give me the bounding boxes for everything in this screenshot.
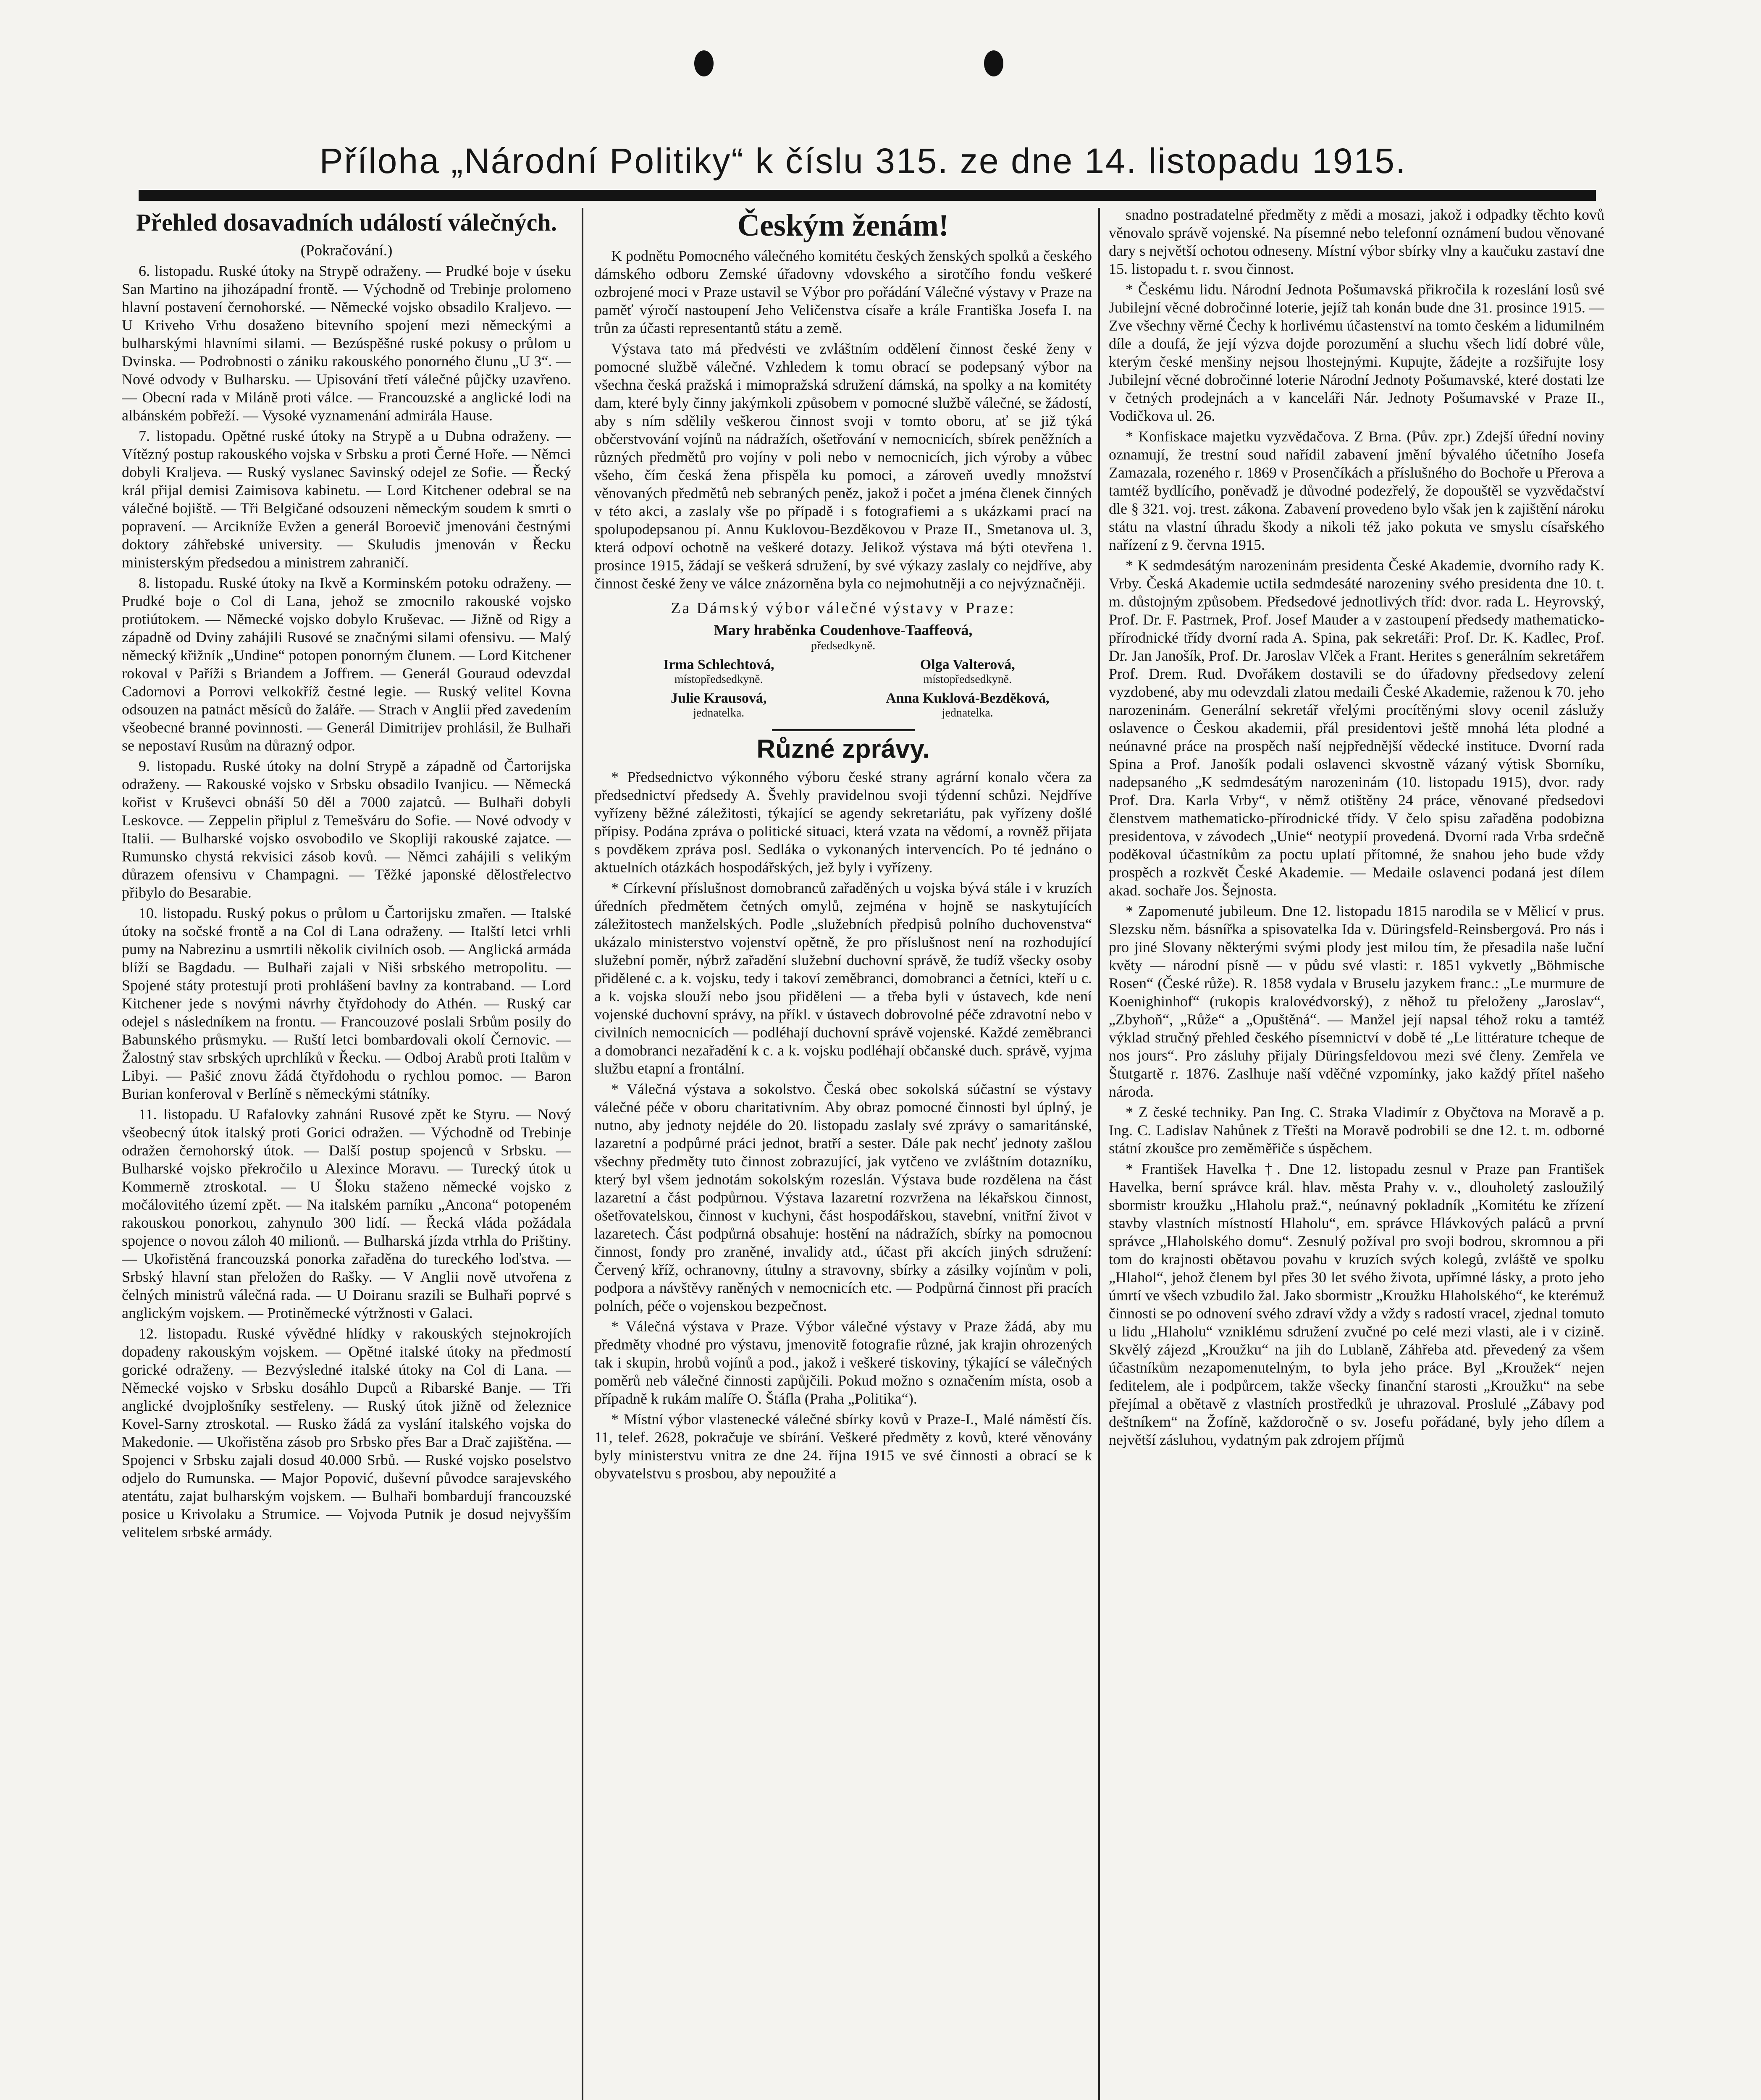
appeal-paragraph: Výstava tato má předvésti ve zvláštním oddělení činnost české ženy v pomocné službě válečné. Vzhledem k tomu obrací se podepsaný výbor na všechna česká pražská i mimopražská sdružení dámská, na spolky a na komitéty dam, které byly činny jakýmkoli způsobem v pomocné službě válečné, se žádostí, aby s ním sdělily veškerou činnost svoji v tomto oboru, ať se již týká občerstvování vojínů na nádražích, ošetřování v nemocnicích, sbírek peněžních a různých předmětů pro vojíny v poli nebo v nemocnicích, jich výroby a vůbec všeho, čím česká žena přispěla ku pomoci, a zároveň uvedly množství věnovaných předmětů neb sebraných peněz, jakož i počet a jména členek činných v této akci, a zaslaly vše po případě i s fotografiemi a s ukázkami prací na spolupodepsanou pí. Annu Kuklovou-Bezděkovou v Praze II., Smetanova ul. 3, která odpoví ochotně na veškeré dotazy. Jelikož výstava má býti otevřena 1. prosince 1915, žádají se veškerá sdružení, by své výkazy zaslaly co nejdříve, aby činnost české ženy ve válce znázorněna byla co nejmohutněji a co nejvýznačněji. xyxy=(594,340,1092,592)
signatory-role: jednatelka. xyxy=(693,706,745,719)
signatory xyxy=(843,657,1092,689)
signature-chair-role: předsedkyně. xyxy=(811,639,876,652)
masthead: Příloha „Národní Politiky“ k číslu 315. ze dne 14. listopadu 1915. xyxy=(319,141,1407,181)
signatory-name: Julie Krausová, xyxy=(670,690,767,706)
news-item: snadno postradatelné předměty z mědi a mosazi, jakož i odpadky těchto kovů věnovalo správě vojenské. Na písemné nebo telefonní oznámení budou věnované dary s největší ochotou odneseny. Místní výbor sbírky vlny a kaučuku zastaví dne 15. listopadu t. r. svou činnost. xyxy=(1109,206,1604,277)
news-item: * Konfiskace majetku vyzvědačova. Z Brna. (Pův. zpr.) Zdejší úřední noviny oznamují, že trestní soud nařídil zabavení jmění bývalého účetního Josefa Zamazala, rozeného r. 1869 v Prosenčíkách a příslušného do Bochoře u Přerova a tamtéž bydlícího, poněvadž je důvodné podezřelý, že dopouštěl se vyzvědačství dle § 321. voj. trest. zákona. Zabavení provedeno bylo však jen k zajištění nároku státu na vlastní úhradu škody a nikoli též jako pokuta ve smyslu císařského nařízení z 9. června 1915. xyxy=(1109,428,1604,553)
news-item: * Válečná výstava a sokolstvo. Česká obec sokolská súčastní se výstavy válečné péče v oboru charitativním. Aby obraz pomocné činnosti byl úplný, je nutno, aby jednoty nejdéle do 20. listopadu zaslaly své zprávy o samaritánské, lazaretní a podpůrné práci jednot, bratří a sester. Dále pak nechť jednoty zašlou všechny předměty tuto činnost zobrazující, jak vytčeno ve zvláštním dotazníku, který byl všem jednotám sokolským rozeslán. Výstava bude rozdělena na část lazaretní a část podpůrnou. Výstava lazaretní rozvržena na lékařskou činnost, ošetřovatelskou, činnost v kuchyni, část hospodářskou, stavební, vnitřní život v lazaretech. Část podpůrná obsahuje: hostění na nádražích, sbírky na pomocnou činnost, fondy pro zraněné, invalidy atd., účast při akcích jiných sdružení: Červený kříž, ochranovny, útulny a stravovny, sbírky a zásilky vojínům v poli, podpora a návštěvy raněných v nemocnicích etc. — Podpůrná činnost při pracích polních, péče o vojenskou bezpečnost. xyxy=(594,1081,1092,1314)
war-events-paragraph: 12. listopadu. Ruské vývědné hlídky v rakouských stejnokrojích dopadeny rakouským vojskem. — Opětné italské útoky na předmostí gorické odraženy. — Bezvýsledné italské útoky na Col di Lana. — Německé vojsko v Srbsku dosáhlo Dupců a Ribarské Banje. — Tři anglické dvojplošníky sestřeleny. — Ruský útok jižně od železnice Kovel-Sarny ztroskotal. — Rusko žádá za vyslání italského vojska do Makedonie. — Ukořistěna zásob pro Srbsko přes Bar a Drač zajištěna. — Spojenci v Srbsku zajali dosud 40.000 Srbů. — Ruské vojsko poselstvo odjelo do Rumunska. — Major Popović, duševní původce sarajevského atentátu, zajat bulharským vojskem. — Bulhaři bombardují francouzské posice u Krivolaku a Strumice. — Vojvoda Putnik je dosud nejvyšším velitelem srbské armády. xyxy=(122,1325,571,1541)
war-events-paragraph: 8. listopadu. Ruské útoky na Ikvě a Korminském potoku odraženy. — Prudké boje o Col di Lana, jehož se zmocnilo rakouské vojsko protiútokem. — Německé vojsko dobylo Kruševac. — Jižně od Rigy a západně od Dviny zahájili Rusové se značnými silami ofensivu. — Malý německý křižník „Undine“ potopen ponorným člunem. — Lord Kitchener rokoval v Paříži s Briandem a Joffrem. — Generál Gouraud odevzdal Cadornovi a Porrovi velkokříž čestné legie. — Ruský velitel Kovna odsouzen na patnáct měsíců do žaláře. — Strach v Anglii před zavedením všeobecné branné povinnosti. — Generál Dimitrijev prohlásil, že Bulhaři se nepostaví Rusům na důrazný odpor. xyxy=(122,574,571,754)
news-item: * K sedmdesátým narozeninám presidenta České Akademie, dvorního rady K. Vrby. Česká Akademie uctila sedmdesáté narozeniny svého presidenta dne 10. t. m. důstojným způsobem. Předsedové jednotlivých tříd: dvor. rada L. Heyrovský, Prof. Dr. F. Pastrnek, Prof. Josef Mauder a v zastoupení předsedy mathematicko-přírodnické třídy dvorní rada A. Spina, pak sekretáři: Prof. Dr. K. Kadlec, Prof. Dr. Jan Janošík, Prof. Dr. Jaroslav Vlček a Frant. Herites s generálním sekretářem Prof. Drem. Rud. Dvořákem dostavili se do úřadovny předsedovy zelení vyzdobené, aby mu odevzdali zlatou medaili České Akademie, raženou k 70. jeho narozeninám. Generální sekretář vřelými procítěnými slovy ocenil záslužy oslavence o Českou akademii, přál presidentovi ještě mnohá léta plodné a neúnavné práce na prospěch naší nejpřednější vědecké instituce. Dvorní rada Spina a Prof. Janošík podali oslavenci skvostně vázaný výtisk Sborníku, nadepsaného „K sedmdesátým narozeninám (10. listopadu 1915), dvor. rady Prof. Dra. Karla Vrby“, v němž otištěny 24 práce, věnované předsedovi členstvem mathematicko-přírodnické třídy. V čelo spisu zařaděna podobizna presidentova, v závodech „Unie“ neotypií provedená. Dvorní rada Vrba srdečně poděkoval účastníkům za poctu uplatí přítomné, že snahou jeho bude vždy prospěch a rozkvět České Akademie. — Medaile oslavenci podaná jest dílem akad. sochaře Jos. Šejnosta. xyxy=(1109,557,1604,899)
punch-holes xyxy=(0,50,1761,84)
war-events-paragraph: 10. listopadu. Ruský pokus o průlom u Čartorijsku zmařen. — Italské útoky na sočské frontě a na Col di Lana odraženy. — Italští letci vrhli pumy na Nabrezinu a usmrtili několik civilních osob. — Anglická armáda blíží se Bagdadu. — Bulhaři zajali v Niši srbského metropolitu. — Spojené státy protestují proti prohlášení bavlny za kontraband. — Lord Kitchener jede s novými návrhy čtyřdohody do Athén. — Ruský car odejel s následníkem na frontu. — Francouzové poslali Srbům posily do Babunského průsmyku. — Ruští letci bombardovali okolí Černovic. — Žalostný stav srbských uprchlíků v Řecku. — Odboj Arabů proti Italům v Libyi. — Pašić znovu žádá čtyřdohodu o rychlou pomoc. — Baron Burian konferoval v Berlíně s německými státníky. xyxy=(122,904,571,1102)
signatory-role: místopředsedkyně. xyxy=(923,673,1012,686)
column-1 xyxy=(122,206,571,2100)
column-divider-1 xyxy=(582,208,583,2100)
news-item: * Válečná výstava v Praze. Výbor válečné výstavy v Praze žádá, aby mu předměty vhodné pro výstavu, jmenovitě fotografie různé, jak krajin ohrozených tak i skupin, hrobů vojínů a pod., jakož i veškeré tiskoviny, týkající se válečných poměrů neb válečné činnosti zapůjčili. Pokud možno s označením místa, osob a případně k rukám malíře O. Štáfla (Praha „Politika“). xyxy=(594,1318,1092,1407)
news-item: * Církevní příslušnost domobranců zařaděných u vojska bývá stále i v kruzích úředních předmětem četných omylů, zejména v hojně se naskytujících záležitostech manželských. Podle „služebních předpisů polního duchovenstva“ ukázalo ministerstvo vojenství opětně, že pro příslušnost není na rozhodující služební poměr, nýbrž zařadění služební duchovní správě, že tudíž všecky osoby přidělené c. a k. vojsku, tedy i takoví zeměbranci, domobranci a četníci, kteří u c. a k. vojska slouží nebo jsou přiděleni — a třeba byli v ústavech, kde není vojenské duchovní správy, na příkl. v ústavech dobrovolné péče zdravotní nebo v civilních nemocnicích — podléhají duchovní správě vojenské. Každé zeměbranci a domobranci nezařadění k c. a k. vojsku podléhají občanské duch. správě, vyjma službu etapní a frontální. xyxy=(594,879,1092,1077)
appeal-paragraph: K podnětu Pomocného válečného komitétu českých ženských spolků a českého dámského odboru Zemské úřadovny vdovského a sirotčího fondu veškeré ozbrojené moci v Praze ustavil se Výbor pro pořádání Válečné výstavy v Praze na paměť výročí nastoupení Jeho Veličenstva císaře a krále Františka Josefa I. na trůn za účasti representantů státu a země. xyxy=(594,247,1092,336)
news-item: * Předsednictvo výkonného výboru české strany agrární konalo včera za předsednictví předsedy A. Švehly pravidelnou svoji týdenní schůzi. Nejdříve vyřízeny běžné záležitosti, týkající se agendy sekretariátu, pak vyřízeny došlé přípisy. Podána zpráva o politické situaci, která vzata na vědomí, a rovněž přijata s povděkem zpráva posl. Sedláka o vykonaných intervencích. Po té jednáno o aktuelních otázkách hospodářských, jež byly i vyřízeny. xyxy=(594,769,1092,876)
appeal-title: Českým ženám! xyxy=(737,208,949,243)
news-item: * František Havelka †. Dne 12. listopadu zesnul v Praze pan František Havelka, berní správce král. hlav. města Prahy v. v., dlouholetý zasloužilý sbormistr kroužku „Hlaholu praž.“, neúnavný pokladník „Komitétu ke zřízení stavby vlastních místností Hlaholu“, em. správce Hlávkových paláců a první správce „Hlaholského domu“. Zesnulý požíval pro svoji bodrou, skromnou a při tom do krajnosti obětavou povahu v kruzích svých kolegů, zvláště ve spolku „Hlahol“, jehož členem byl přes 30 let svého života, upřímné lásky, a proto jeho úmrtí ve všech vzbudilo žal. Jako sbormistr „Kroužku Hlaholského“, ke kterémuž činnosti se po odnovení svého zdraví vždy a vždy s radostí vracel, zjednal tomuto u lidu „Hlaholu“ vzniklému sdružení zvučné po celé mezi vlasti, ale i v cizině. Skvělý zájezd „Kroužku“ na jih do Lublaně, Záhřeba atd. převedený za všem účastníkům nezapomenutelným, to byla jeho práce. Byl „Kroužek“ nejen feditelem, ale i podpůrcem, takže všecky finanční starosti „Kroužku“ na sebe přejímal a obětavě z vlastních prostředků je uhrazoval. Proslulé „Zábavy pod deštníkem“ na Žofíně, každoročně o sv. Josefu pořádané, byly jeho dílem a největší zásluhou, vydatným pak zdrojem příjmů xyxy=(1109,1160,1604,1448)
war-events-title: Přehled dosavadních událostí válečných. xyxy=(136,209,557,236)
section-separator xyxy=(772,729,915,731)
signatory-name: Olga Valterová, xyxy=(920,657,1015,672)
signature-grid xyxy=(594,657,1092,722)
column-divider-2 xyxy=(1098,208,1100,2100)
news-item: * Z české techniky. Pan Ing. C. Straka Vladimír z Obyčtova na Moravě a p. Ing. C. Ladislav Nahůnek z Třešti na Moravě podrobili se dne 12. t. m. odborné státní zkoušce pro zeměměřiče s úspěchem. xyxy=(1109,1104,1604,1157)
masthead-rule xyxy=(139,190,1596,201)
news-item: * Místní výbor vlastenecké válečné sbírky kovů v Praze-I., Malé náměstí čís. 11, telef. 2628, pokračuje ve sbírání. Veškeré předměty z kovů, které věnovány byly ministerstvu vnitra ze dne 24. října 1915 ve své činnosti a obrací se k obyvatelstvu s prosbou, aby nepoužité a xyxy=(594,1411,1092,1482)
signatory-role: místopředsedkyně. xyxy=(674,673,763,686)
war-events-subtitle: (Pokračování.) xyxy=(300,242,393,259)
signatory xyxy=(594,657,843,689)
war-events-paragraph: 9. listopadu. Ruské útoky na dolní Strypě a západně od Čartorijska odraženy. — Rakouské vojsko v Srbsku obsadilo Ivanjicu. — Německá kořist v Kruševci obnáší 50 děl a 7000 zajatců. — Bulhaři dobyli Leskovce. — Zeppelin připlul z Temešváru do Sofie. — Nové odvody v Italii. — Bulharské vojsko osvobodilo ve Skopliji rakouské zajatce. — Rumunsko chystá rekvisici zásob kovů. — Němci zahájili s velikým důrazem ofensivu v Champagni. — Těžké japonské dělostřelectvo přibylo do Besarabie. xyxy=(122,757,571,901)
punch-hole-left xyxy=(694,50,714,76)
signatory-name: Irma Schlechtová, xyxy=(663,657,774,672)
signatory xyxy=(843,690,1092,722)
signatory-role: jednatelka. xyxy=(942,706,993,719)
news-item: * Zapomenuté jubileum. Dne 12. listopadu 1815 narodila se v Mělicí v prus. Slezsku něm. básnířka a spisovatelka Ida v. Düringsfeld-Reinsbergová. Pro nás i pro jiné Slovany některými svými plody jest milou tím, že přesadila naše luční květy — národní písně — v půdu své vlasti: r. 1851 vykvetly „Böhmische Rosen“ (České růže). R. 1858 vydala v Bruselu jazykem franc.: „Le murmure de Koenighinhof“ (rukopis kralovédvorský), z něhož tu přeloženy „Jaroslav“, „Zbyhoň“, „Růže“ a „Opuštěná“. — Manžel její napsal téhož roku a tamtéž výklad stručný přehled českého písemnictví v době té „Le littérature tcheque de nos jours“. Pro zásluhy přijaly Düringsfeldovou mezi své členy. Zemřela ve Štutgartě r. 1876. Zaslhuje naší vděčné vzpomínky, jako každý přítel našeho národa. xyxy=(1109,903,1604,1100)
column-3 xyxy=(1109,206,1604,2100)
signature-header: Za Dámský výbor válečné výstavy v Praze: xyxy=(671,599,1016,617)
signature-chair-name: Mary hraběnka Coudenhove-Taaffeová, xyxy=(714,622,973,638)
punch-hole-right xyxy=(984,50,1003,76)
news-title: Různé zprávy. xyxy=(756,735,930,764)
news-item: * Českému lidu. Národní Jednota Pošumavská přikročila k rozeslání losů své Jubilejní věcné dobročinné loterie, jejíž tah konán bude dne 31. prosince 1915. — Zve všechny věrné Čechy k horlivému účastenství na tomto českém a lidumilném díle a doufá, že její výzva dojde porozumění a sluchu všech lidí dobré vůle, kterým české menšiny nejsou lhostejnými. Kupujte, žádejte a rozšiřujte losy Jubilejní věcné dobročinné loterie Národní Jednoty Pošumavské, které dostati lze v četných prodejnách a v kanceláři Nár. Jednoty Pošumavské v Praze II., Vodičkova ul. 26. xyxy=(1109,281,1604,424)
war-events-paragraph: 7. listopadu. Opětné ruské útoky na Strypě a u Dubna odraženy. — Vítězný postup rakouského vojska v Srbsku a proti Černé Hoře. — Němci dobyli Kraljeva. — Ruský vyslanec Savinský odejel ze Sofie. — Řecký král přijal demisi Zaimisova kabinetu. — Lord Kitchener odebral se na válečné bojiště. — Tři Belgičané odsouzeni německým soudem k smrti o popravení. — Arcikníže Evžen a generál Boroevič jmenováni čestnými doktory záhřebské university. — Skuludis jmenován v Řecku ministerským předsedou a ministrem zahraničí. xyxy=(122,427,571,571)
signatory xyxy=(594,690,843,722)
war-events-paragraph: 11. listopadu. U Rafalovky zahnáni Rusové zpět ke Styru. — Nový všeobecný útok italský proti Gorici odražen. — Východně od Trebinje odražen černohorský útok. — Další postup spojenců v Srbsku. — Bulharské vojsko překročilo u Alexince Moravu. — Turecký útok u Kommerně ztroskotal. — U Šloku staženo německé vojsko z močálovitého území zpět. — Na italském parníku „Ancona“ potopeném rakouskou ponorkou, zahynulo 300 lidí. — Řecká vláda požádala spojence o novou záloh 40 milionů. — Bulharská jízda vtrhla do Prištiny. — Ukořistěná francouzská ponorka zařaděna do tureckého loďstva. — Srbský hlavní stan přeložen do Rašky. — V Anglii nově utvořena z čelných ministrů válečná rada. — U Doiranu srazili se Bulhaři poprvé s anglickým vojskem. — Protiněmecké výtržnosti v Galaci. xyxy=(122,1105,571,1321)
column-2 xyxy=(594,206,1092,2100)
war-events-paragraph: 6. listopadu. Ruské útoky na Strypě odraženy. — Prudké boje v úseku San Martino na jihozápadní frontě. — Východně od Trebinje prolomeno hlavní postavení černohorské. — Německé vojsko obsadilo Kraljevo. — U Kriveho Vrhu dosaženo bitevního spojení mezi německými a bulharskými hlavními silami. — Bezúspěšné ruské pokusy o průlom u Dvinska. — Podrobnosti o zániku rakouského ponorného člunu „U 3“. — Nové odvody v Bulharsku. — Upisování třetí válečné půjčky uzavřeno. — Obecní rada v Miláně proti válce. — Francouzské a anglické lodi na albánském pobřeží. — Vysoké vyznamenání admirála Hause. xyxy=(122,262,571,424)
signatory-name: Anna Kuklová-Bezděková, xyxy=(886,690,1050,706)
